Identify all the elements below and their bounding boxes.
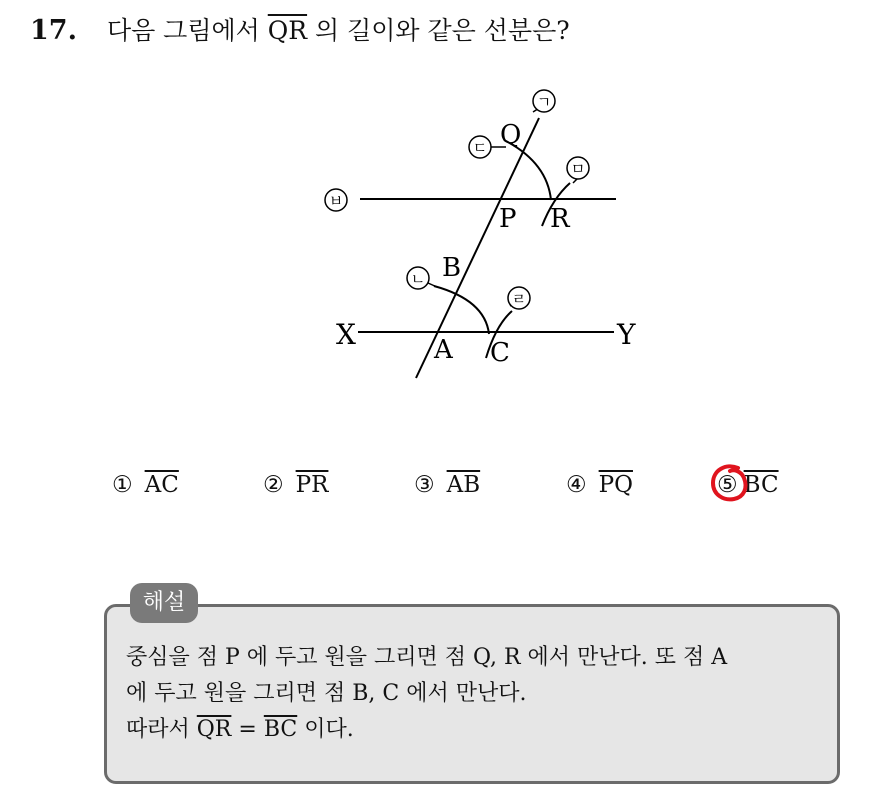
answer-circle-mark	[708, 462, 750, 504]
solution-line-2: 에 두고 원을 그리면 점 B, C 에서 만난다.	[126, 681, 527, 706]
svg-text:ㄷ: ㄷ	[472, 139, 488, 157]
choice-4-number: ④	[566, 472, 587, 498]
svg-text:ㄹ: ㄹ	[511, 290, 527, 308]
marker-nieun	[407, 267, 429, 289]
svg-text:ㅁ: ㅁ	[570, 160, 586, 178]
marker-digeut	[469, 136, 491, 158]
label-a: A	[434, 335, 453, 365]
label-q: Q	[500, 120, 522, 150]
solution-title: 해설	[130, 583, 198, 623]
choice-1-segment: $\overline{AC}$	[144, 472, 179, 498]
choice-3-number: ③	[414, 472, 435, 498]
question-text-after: 의 길이와 같은 선분은?	[315, 16, 570, 45]
choice-4[interactable]	[566, 470, 633, 500]
marker-giyeok	[533, 90, 555, 112]
solution-line-3-before: 따라서	[126, 717, 190, 742]
solution-segment-qr: $\overline{QR}$	[196, 717, 232, 742]
solution-line-1: 중심을 점 P 에 두고 원을 그리면 점 Q, R 에서 만난다. 또 점 A	[126, 645, 728, 670]
label-p: P	[499, 204, 517, 234]
choice-1-number: ①	[112, 472, 133, 498]
label-r: R	[550, 204, 570, 234]
solution-line-3	[126, 712, 727, 748]
choice-3-segment: $\overline{AB}$	[446, 472, 481, 498]
marker-rieul	[508, 287, 530, 309]
solution-text	[126, 640, 727, 748]
label-x: X	[336, 318, 356, 351]
question-text-before: 다음 그림에서	[106, 16, 260, 45]
choice-2[interactable]	[263, 470, 328, 500]
marker-bieup	[325, 189, 347, 211]
choice-2-number: ②	[263, 472, 284, 498]
label-c: C	[490, 338, 510, 368]
svg-text:ㄴ: ㄴ	[410, 270, 426, 288]
choice-4-segment: $\overline{PQ}$	[598, 472, 633, 498]
question-segment: $\overline{QR}$	[267, 16, 308, 45]
svg-text:ㄱ: ㄱ	[536, 93, 552, 111]
solution-line-3-after: 이다.	[304, 717, 354, 742]
label-y: Y	[617, 318, 636, 351]
marker-mieum	[567, 157, 589, 179]
choice-1[interactable]	[112, 470, 179, 500]
solution-equals: =	[238, 717, 257, 742]
choice-3[interactable]	[414, 470, 480, 500]
choice-5-number: ⑤	[717, 472, 738, 498]
choice-2-segment: $\overline{PR}$	[295, 472, 329, 498]
question-number: 17.	[30, 15, 77, 46]
arc-bc	[434, 286, 489, 334]
label-b: B	[442, 253, 462, 283]
choice-5-segment: $\overline{BC}$	[743, 472, 779, 498]
solution-segment-bc: $\overline{BC}$	[263, 717, 298, 742]
svg-text:ㅂ: ㅂ	[328, 192, 344, 210]
pointer-nieun	[428, 283, 437, 287]
